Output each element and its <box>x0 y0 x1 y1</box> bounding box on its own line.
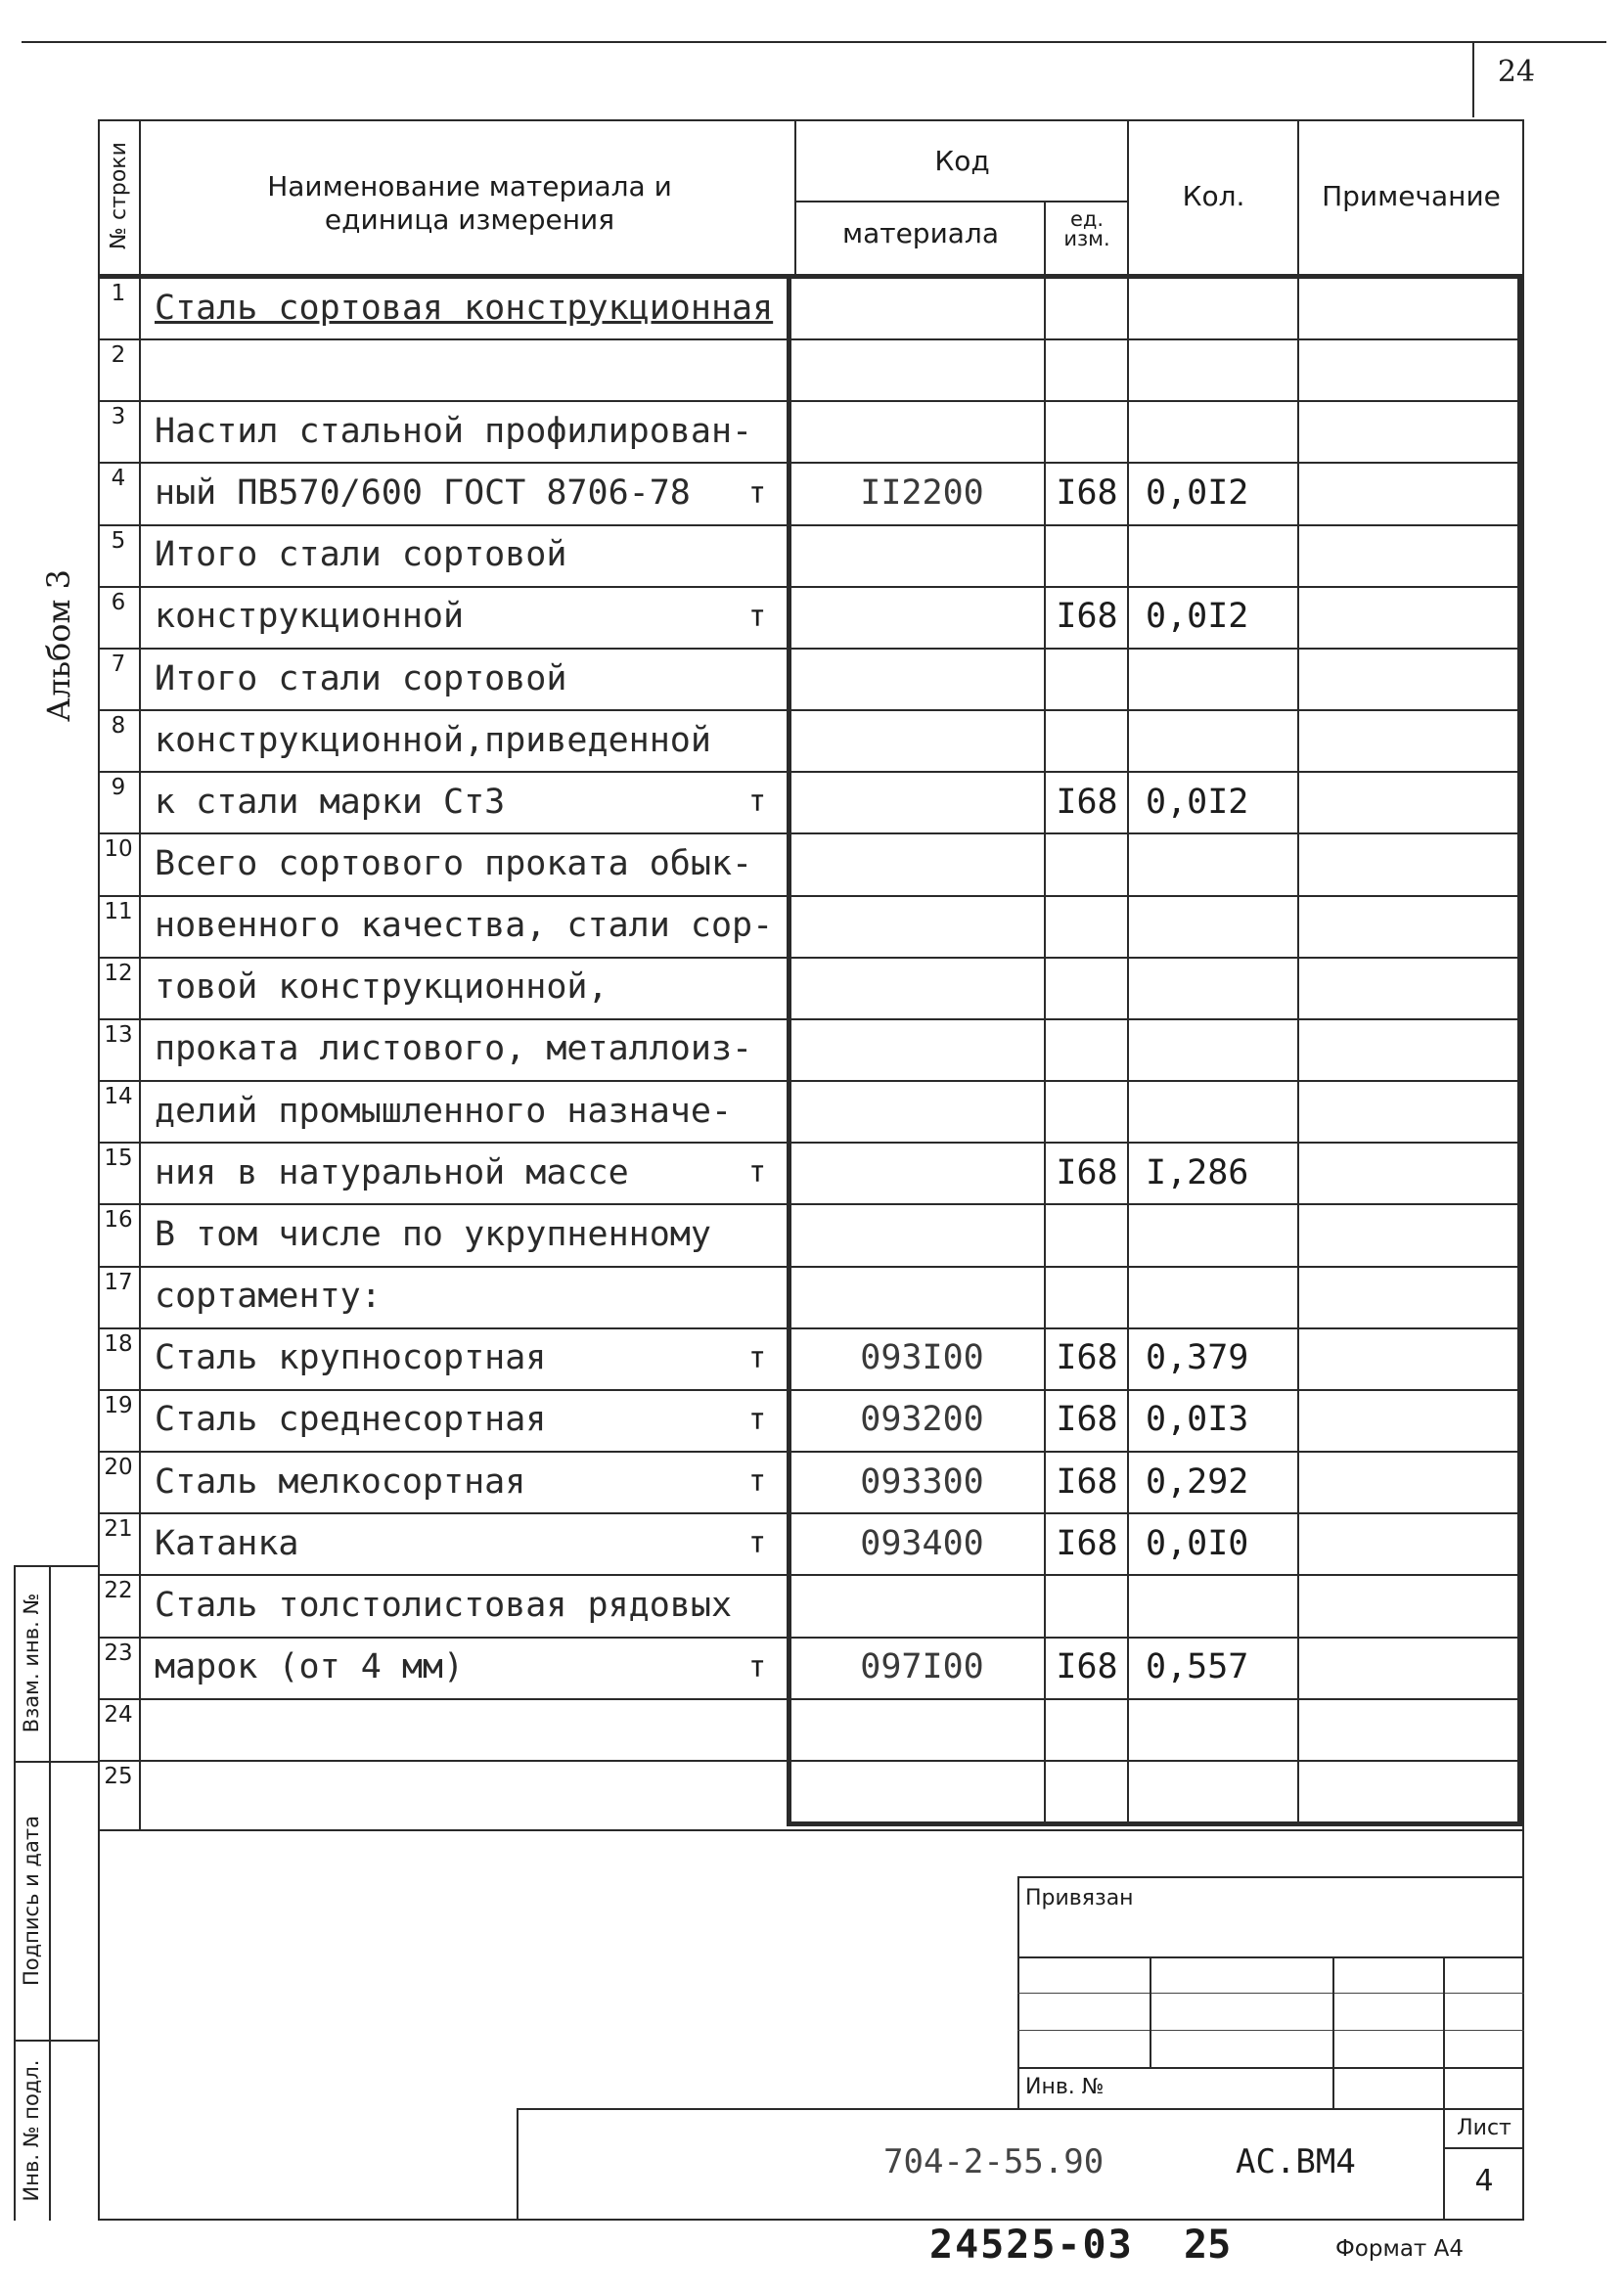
tb-v3 <box>1443 1956 1445 2221</box>
row-material-code <box>802 1203 1042 1265</box>
row-unit-letter <box>736 1018 779 1080</box>
tb-sheet-label: Лист <box>1457 2116 1511 2140</box>
row-material-code: 097I00 <box>860 1647 984 1687</box>
row-unit-letter <box>736 338 779 400</box>
row-unit-code: I68 <box>1056 1400 1118 1440</box>
row-material-code: 093I00 <box>860 1338 984 1378</box>
row-name: сортаменту: <box>155 1277 382 1317</box>
row-material-code <box>802 1698 1042 1760</box>
header-unit-2: изм. <box>1063 227 1110 250</box>
tb-main-left <box>517 2108 519 2221</box>
row-qty: 0,0I3 <box>1146 1400 1249 1440</box>
row-material-code <box>802 586 1042 648</box>
row-material-code <box>802 709 1042 771</box>
row-material-code <box>802 338 1042 400</box>
row-qty <box>1140 1203 1302 1265</box>
row-name: марок (от 4 мм) <box>155 1647 465 1687</box>
row-unit-letter: т <box>747 599 767 634</box>
row-unit-letter: т <box>747 1464 767 1500</box>
row-unit-code <box>1047 1018 1127 1080</box>
row-material-code <box>802 957 1042 1018</box>
tb-sheet-split <box>1443 2147 1524 2149</box>
row-name: проката листового, металлоиз- <box>155 1029 753 1069</box>
row-number: 2 <box>111 342 126 369</box>
row-qty <box>1140 1018 1302 1080</box>
tb-v1 <box>1150 1956 1151 2067</box>
row-unit-letter <box>736 1760 779 1821</box>
tb-h4 <box>1017 2067 1524 2069</box>
row-unit-letter <box>736 277 779 338</box>
header-material: материала <box>841 217 999 249</box>
row-qty <box>1140 895 1302 957</box>
row-qty <box>1140 338 1302 400</box>
row-qty <box>1140 648 1302 709</box>
row-unit-code: I68 <box>1056 597 1118 637</box>
row-number: 22 <box>104 1578 133 1604</box>
row-unit-letter: т <box>747 475 767 511</box>
row-name: Катанка <box>155 1523 299 1563</box>
row-name: Сталь среднесортная <box>155 1400 547 1440</box>
row-material-code: II2200 <box>860 473 984 514</box>
row-name: к стали марки Ст3 <box>155 782 506 822</box>
row-qty <box>1140 1080 1302 1142</box>
row-material-code <box>802 648 1042 709</box>
row-number: 24 <box>104 1701 133 1728</box>
row-number: 23 <box>104 1640 133 1666</box>
header-row-no: № строки <box>107 142 131 249</box>
row-unit-code <box>1047 709 1127 771</box>
row-number: 6 <box>111 589 126 615</box>
row-material-code <box>802 1142 1042 1203</box>
row-unit-letter <box>736 832 779 894</box>
row-unit-code <box>1047 400 1127 462</box>
row-qty <box>1140 832 1302 894</box>
side-vzam: Взам. инв. № <box>20 1593 43 1733</box>
tb-h2 <box>1017 1993 1524 1994</box>
row-qty <box>1140 1698 1302 1760</box>
row-name: товой конструкционной, <box>155 967 609 1008</box>
row-name: ния в натуральной массе <box>155 1152 629 1192</box>
tb-main-top <box>517 2108 1524 2110</box>
row-unit-code <box>1047 338 1127 400</box>
row-unit-letter <box>736 1574 779 1636</box>
row-material-code <box>802 1080 1042 1142</box>
row-unit-letter <box>736 709 779 771</box>
tb-sheet-no: 4 <box>1474 2164 1494 2198</box>
row-unit-letter <box>736 957 779 1018</box>
row-unit-code: I68 <box>1056 1647 1118 1687</box>
row-number: 20 <box>104 1455 133 1481</box>
row-material-code <box>802 1018 1042 1080</box>
row-number: 14 <box>104 1084 133 1110</box>
row-qty <box>1140 524 1302 586</box>
row-name: В том числе по укрупненному <box>155 1214 711 1254</box>
footer-archive-page: 25 <box>1184 2223 1232 2268</box>
row-unit-letter: т <box>747 785 767 820</box>
row-unit-code <box>1047 1266 1127 1327</box>
row-unit-letter <box>736 400 779 462</box>
tb-doc-code: 704-2-55.90 <box>883 2142 1105 2181</box>
row-name <box>155 1760 742 1821</box>
title-block-top <box>98 1829 1524 1831</box>
row-number: 21 <box>104 1516 133 1543</box>
row-unit-letter <box>736 1203 779 1265</box>
row-unit-letter: т <box>747 1526 767 1561</box>
row-name: Сталь толстолистовая рядовых <box>155 1585 733 1625</box>
row-unit-code: I68 <box>1056 1523 1118 1563</box>
row-qty <box>1140 957 1302 1018</box>
row-qty: 0,292 <box>1146 1461 1249 1502</box>
row-unit-code <box>1047 957 1127 1018</box>
row-material-code <box>802 771 1042 832</box>
row-qty: 0,0I2 <box>1146 597 1249 637</box>
row-unit-letter: т <box>747 1402 767 1437</box>
row-unit-code <box>1047 832 1127 894</box>
row-unit-code <box>1047 277 1127 338</box>
row-unit-code <box>1047 1698 1127 1760</box>
row-unit-code: I68 <box>1056 782 1118 822</box>
row-unit-code: I68 <box>1056 1338 1118 1378</box>
row-name: Сталь мелкосортная <box>155 1461 526 1502</box>
row-name: новенного качества, стали сор- <box>155 906 774 946</box>
header-qty: Кол. <box>1182 180 1245 212</box>
row-material-code <box>802 400 1042 462</box>
row-unit-letter <box>736 524 779 586</box>
row-name: Всего сортового проката обык- <box>155 844 753 884</box>
row-unit-code <box>1047 1574 1127 1636</box>
row-number: 1 <box>111 281 126 306</box>
row-number: 5 <box>111 527 126 554</box>
row-qty: 0,379 <box>1146 1338 1249 1378</box>
row-unit-code <box>1047 524 1127 586</box>
row-number: 3 <box>111 404 126 430</box>
side-stamp-left <box>14 1565 16 2221</box>
row-number: 16 <box>104 1207 133 1234</box>
tb-privyazan: Привязан <box>1025 1886 1134 1910</box>
row-name: делий промышленного назначе- <box>155 1091 733 1131</box>
row-qty <box>1140 1574 1302 1636</box>
row-qty: 0,557 <box>1146 1647 1249 1687</box>
row-name: Настил стальной профилирован- <box>155 411 753 451</box>
side-stamp-h1 <box>14 1761 100 1763</box>
row-number: 12 <box>104 960 133 986</box>
row-material-code: 093400 <box>860 1523 984 1563</box>
album-label: Альбом 3 <box>40 569 77 722</box>
row-material-code <box>802 895 1042 957</box>
tb-v2 <box>1332 1956 1334 2108</box>
header-unit-1: ед. <box>1069 207 1105 231</box>
row-number: 8 <box>111 713 126 740</box>
tb-h3 <box>1017 2030 1524 2031</box>
row-unit-code <box>1047 1080 1127 1142</box>
header-name-line2: единица измерения <box>324 203 615 236</box>
tb-inv-no: Инв. № <box>1025 2075 1105 2099</box>
row-qty <box>1140 1266 1302 1327</box>
row-unit-code <box>1047 648 1127 709</box>
row-material-code: 093200 <box>860 1400 984 1440</box>
footer-archive-no: 24525-03 <box>929 2223 1134 2268</box>
tb-doc-mark: АС.ВМ4 <box>1236 2142 1356 2181</box>
tb-h1 <box>1017 1956 1524 1958</box>
tb-top <box>1017 1876 1524 1878</box>
row-name: конструкционной,приведенной <box>155 720 711 760</box>
row-qty: 0,0I2 <box>1146 782 1249 822</box>
row-unit-letter: т <box>747 1649 767 1685</box>
row-qty: 0,0I2 <box>1146 473 1249 514</box>
row-material-code <box>802 1760 1042 1821</box>
header-name-line1: Наименование материала и <box>267 170 672 202</box>
row-material-code <box>802 1574 1042 1636</box>
row-unit-letter: т <box>747 1340 767 1375</box>
row-material-code: 093300 <box>860 1461 984 1502</box>
row-unit-letter <box>736 1266 779 1327</box>
row-unit-letter <box>736 648 779 709</box>
side-stamp-mid <box>49 1565 51 2221</box>
row-material-code <box>802 1266 1042 1327</box>
row-name <box>155 338 742 400</box>
row-number: 19 <box>104 1392 133 1418</box>
row-unit-letter <box>736 1080 779 1142</box>
row-name: Сталь сортовая конструкционная <box>155 288 774 328</box>
page-number: 24 <box>1497 55 1536 89</box>
row-name: Итого стали сортовой <box>155 535 567 575</box>
row-number: 10 <box>104 836 133 863</box>
side-inv-podl: Инв. № подл. <box>20 2059 43 2202</box>
row-number: 18 <box>104 1330 133 1357</box>
row-unit-code <box>1047 1760 1127 1821</box>
header-note: Примечание <box>1322 180 1501 212</box>
row-unit-code: I68 <box>1056 1152 1118 1192</box>
row-unit-code: I68 <box>1056 1461 1118 1502</box>
row-material-code <box>802 277 1042 338</box>
footer-format: Формат А4 <box>1335 2236 1464 2262</box>
row-unit-code <box>1047 1203 1127 1265</box>
row-unit-letter: т <box>747 1155 767 1191</box>
row-number: 25 <box>104 1763 133 1789</box>
row-number: 13 <box>104 1021 133 1048</box>
row-name: ный ПВ570/600 ГОСТ 8706-78 <box>155 473 691 514</box>
row-name: конструкционной <box>155 597 465 637</box>
row-name: Сталь крупносортная <box>155 1338 547 1378</box>
row-qty: I,286 <box>1146 1152 1249 1192</box>
row-number: 11 <box>104 898 133 924</box>
row-qty <box>1140 400 1302 462</box>
row-number: 17 <box>104 1269 133 1295</box>
row-name <box>155 1698 742 1760</box>
row-number: 9 <box>111 775 126 801</box>
row-qty <box>1140 709 1302 771</box>
row-number: 15 <box>104 1146 133 1172</box>
row-unit-letter <box>736 895 779 957</box>
row-number: 4 <box>111 466 126 492</box>
row-qty <box>1140 277 1302 338</box>
row-material-code <box>802 524 1042 586</box>
header-code: Код <box>934 145 990 177</box>
row-number: 7 <box>111 651 126 677</box>
row-unit-letter <box>736 1698 779 1760</box>
row-material-code <box>802 832 1042 894</box>
side-podpis: Подпись и дата <box>20 1816 43 1986</box>
row-name: Итого стали сортовой <box>155 658 567 698</box>
row-unit-code <box>1047 895 1127 957</box>
row-qty <box>1140 1760 1302 1821</box>
row-unit-code: I68 <box>1056 473 1118 514</box>
row-qty: 0,0I0 <box>1146 1523 1249 1563</box>
